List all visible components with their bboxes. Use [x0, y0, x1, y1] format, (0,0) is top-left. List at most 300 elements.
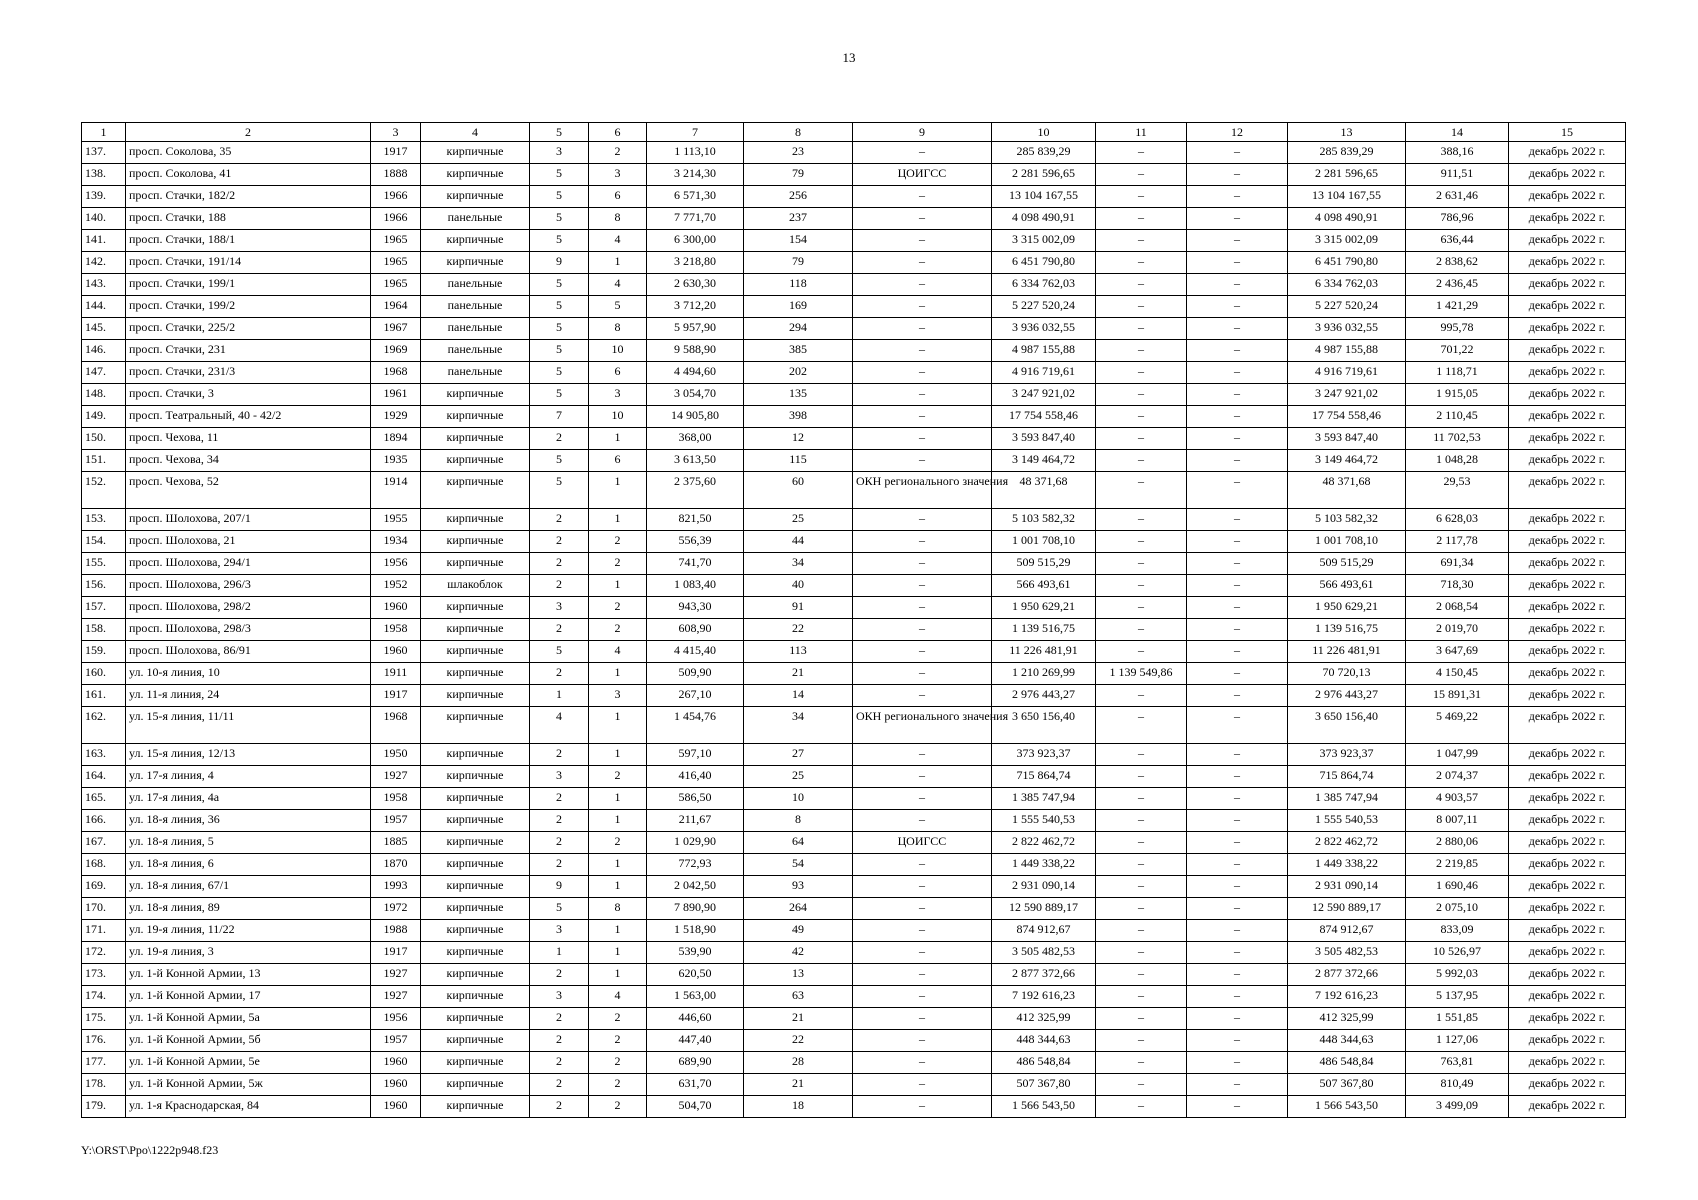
cell-entrances: 2	[589, 832, 647, 854]
cell-heritage-status: ЦОИГСС	[853, 832, 992, 854]
cell-heritage-status: –	[853, 575, 992, 597]
cell-total-cost: 4 098 490,91	[992, 208, 1096, 230]
cell-floors: 1	[530, 685, 589, 707]
cell-cost-col-13: 3 247 921,02	[1288, 384, 1406, 406]
cell-cost-col-12: –	[1187, 641, 1288, 663]
cell-entrances: 3	[589, 164, 647, 186]
cell-row-number: 154.	[82, 531, 126, 553]
cell-wall-material: кирпичные	[421, 230, 530, 252]
cell-heritage-status: –	[853, 663, 992, 685]
cell-cost-per-sqm: 2 074,37	[1406, 766, 1509, 788]
cell-floors: 3	[530, 766, 589, 788]
cell-row-number: 172.	[82, 942, 126, 964]
cell-cost-col-11: –	[1096, 318, 1187, 340]
cell-heritage-status: –	[853, 1074, 992, 1096]
cell-row-number: 177.	[82, 1052, 126, 1074]
cell-cost-col-11: –	[1096, 1030, 1187, 1052]
column-header: 1	[82, 123, 126, 142]
cell-heritage-status: –	[853, 230, 992, 252]
cell-cost-col-11: –	[1096, 685, 1187, 707]
cell-cost-col-11: –	[1096, 406, 1187, 428]
cell-total-cost: 1 385 747,94	[992, 788, 1096, 810]
table-row	[82, 575, 1626, 597]
cell-cost-col-11: –	[1096, 986, 1187, 1008]
cell-address: ул. 17-я линия, 4	[126, 766, 371, 788]
cell-row-number: 145.	[82, 318, 126, 340]
cell-floors: 9	[530, 876, 589, 898]
cell-row-number: 144.	[82, 296, 126, 318]
cell-row-number: 140.	[82, 208, 126, 230]
cell-cost-col-12: –	[1187, 685, 1288, 707]
cell-floors: 5	[530, 362, 589, 384]
cell-heritage-status: –	[853, 1096, 992, 1118]
cell-residents: 64	[744, 832, 853, 854]
cell-entrances: 2	[589, 1052, 647, 1074]
cell-deadline: декабрь 2022 г.	[1509, 575, 1626, 597]
table-row	[82, 186, 1626, 208]
cell-year-built: 1914	[371, 472, 421, 509]
cell-year-built: 1917	[371, 685, 421, 707]
table-row	[82, 597, 1626, 619]
cell-floors: 5	[530, 340, 589, 362]
cell-cost-col-11: –	[1096, 898, 1187, 920]
cell-area: 14 905,80	[647, 406, 744, 428]
cell-total-cost: 1 210 269,99	[992, 663, 1096, 685]
cell-heritage-status: ОКН регионального значения	[853, 707, 992, 744]
cell-floors: 1	[530, 942, 589, 964]
cell-residents: 22	[744, 619, 853, 641]
cell-deadline: декабрь 2022 г.	[1509, 1096, 1626, 1118]
cell-address: ул. 18-я линия, 6	[126, 854, 371, 876]
cell-total-cost: 4 987 155,88	[992, 340, 1096, 362]
cell-cost-col-11: –	[1096, 707, 1187, 744]
cell-entrances: 1	[589, 876, 647, 898]
cell-area: 1 029,90	[647, 832, 744, 854]
cell-year-built: 1885	[371, 832, 421, 854]
cell-address: ул. 1-я Краснодарская, 84	[126, 1096, 371, 1118]
cell-heritage-status: –	[853, 597, 992, 619]
cell-deadline: декабрь 2022 г.	[1509, 920, 1626, 942]
cell-deadline: декабрь 2022 г.	[1509, 898, 1626, 920]
cell-residents: 21	[744, 1008, 853, 1030]
cell-entrances: 1	[589, 428, 647, 450]
cell-entrances: 6	[589, 186, 647, 208]
cell-heritage-status: –	[853, 964, 992, 986]
cell-total-cost: 3 315 002,09	[992, 230, 1096, 252]
cell-residents: 398	[744, 406, 853, 428]
cell-total-cost: 1 001 708,10	[992, 531, 1096, 553]
cell-wall-material: кирпичные	[421, 428, 530, 450]
cell-cost-col-12: –	[1187, 832, 1288, 854]
cell-entrances: 4	[589, 641, 647, 663]
cell-cost-col-12: –	[1187, 575, 1288, 597]
cell-entrances: 1	[589, 663, 647, 685]
cell-cost-col-11: –	[1096, 531, 1187, 553]
cell-cost-per-sqm: 11 702,53	[1406, 428, 1509, 450]
cell-address: просп. Чехова, 11	[126, 428, 371, 450]
cell-cost-col-13: 1 385 747,94	[1288, 788, 1406, 810]
cell-row-number: 161.	[82, 685, 126, 707]
cell-heritage-status: –	[853, 619, 992, 641]
cell-cost-col-12: –	[1187, 663, 1288, 685]
cell-heritage-status: –	[853, 942, 992, 964]
cell-entrances: 2	[589, 1074, 647, 1096]
cell-deadline: декабрь 2022 г.	[1509, 619, 1626, 641]
cell-total-cost: 6 451 790,80	[992, 252, 1096, 274]
cell-year-built: 1968	[371, 707, 421, 744]
cell-floors: 2	[530, 744, 589, 766]
cell-address: просп. Шолохова, 296/3	[126, 575, 371, 597]
cell-wall-material: кирпичные	[421, 663, 530, 685]
cell-heritage-status: –	[853, 340, 992, 362]
cell-residents: 10	[744, 788, 853, 810]
cell-floors: 5	[530, 274, 589, 296]
cell-heritage-status: –	[853, 898, 992, 920]
cell-heritage-status: –	[853, 274, 992, 296]
cell-address: просп. Стачки, 199/1	[126, 274, 371, 296]
cell-cost-col-11: –	[1096, 641, 1187, 663]
column-header: 9	[853, 123, 992, 142]
table-row	[82, 810, 1626, 832]
cell-heritage-status: –	[853, 766, 992, 788]
cell-cost-col-12: –	[1187, 340, 1288, 362]
cell-entrances: 1	[589, 509, 647, 531]
cell-deadline: декабрь 2022 г.	[1509, 531, 1626, 553]
cell-area: 3 054,70	[647, 384, 744, 406]
cell-entrances: 2	[589, 1096, 647, 1118]
table-row	[82, 142, 1626, 164]
cell-year-built: 1917	[371, 942, 421, 964]
table-row	[82, 663, 1626, 685]
cell-heritage-status: ОКН регионального значения	[853, 472, 992, 509]
column-header: 13	[1288, 123, 1406, 142]
cell-cost-col-12: –	[1187, 854, 1288, 876]
cell-address: просп. Театральный, 40 - 42/2	[126, 406, 371, 428]
cell-cost-col-13: 6 334 762,03	[1288, 274, 1406, 296]
cell-total-cost: 2 822 462,72	[992, 832, 1096, 854]
cell-deadline: декабрь 2022 г.	[1509, 1030, 1626, 1052]
cell-area: 539,90	[647, 942, 744, 964]
cell-residents: 8	[744, 810, 853, 832]
cell-row-number: 150.	[82, 428, 126, 450]
cell-floors: 2	[530, 575, 589, 597]
cell-heritage-status: –	[853, 685, 992, 707]
cell-total-cost: 3 650 156,40	[992, 707, 1096, 744]
cell-cost-col-12: –	[1187, 876, 1288, 898]
table-row	[82, 619, 1626, 641]
cell-cost-col-13: 70 720,13	[1288, 663, 1406, 685]
cell-floors: 2	[530, 428, 589, 450]
cell-cost-col-12: –	[1187, 619, 1288, 641]
cell-year-built: 1993	[371, 876, 421, 898]
table-row	[82, 230, 1626, 252]
cell-address: просп. Чехова, 52	[126, 472, 371, 509]
cell-total-cost: 7 192 616,23	[992, 986, 1096, 1008]
cell-cost-col-12: –	[1187, 942, 1288, 964]
cell-address: просп. Стачки, 3	[126, 384, 371, 406]
cell-year-built: 1966	[371, 186, 421, 208]
cell-total-cost: 2 281 596,65	[992, 164, 1096, 186]
table-row	[82, 208, 1626, 230]
cell-residents: 63	[744, 986, 853, 1008]
cell-cost-col-11: –	[1096, 296, 1187, 318]
cell-row-number: 170.	[82, 898, 126, 920]
cell-row-number: 174.	[82, 986, 126, 1008]
cell-cost-per-sqm: 2 631,46	[1406, 186, 1509, 208]
cell-year-built: 1972	[371, 898, 421, 920]
cell-heritage-status: –	[853, 1008, 992, 1030]
cell-row-number: 139.	[82, 186, 126, 208]
cell-cost-col-11: –	[1096, 274, 1187, 296]
cell-cost-col-11: –	[1096, 252, 1187, 274]
cell-residents: 12	[744, 428, 853, 450]
cell-cost-col-12: –	[1187, 274, 1288, 296]
cell-row-number: 163.	[82, 744, 126, 766]
cell-cost-col-13: 3 315 002,09	[1288, 230, 1406, 252]
cell-cost-col-13: 3 149 464,72	[1288, 450, 1406, 472]
cell-deadline: декабрь 2022 г.	[1509, 597, 1626, 619]
cell-area: 689,90	[647, 1052, 744, 1074]
cell-cost-col-13: 4 098 490,91	[1288, 208, 1406, 230]
cell-cost-col-13: 11 226 481,91	[1288, 641, 1406, 663]
cell-floors: 5	[530, 898, 589, 920]
cell-entrances: 1	[589, 707, 647, 744]
cell-address: ул. 18-я линия, 67/1	[126, 876, 371, 898]
cell-residents: 54	[744, 854, 853, 876]
cell-area: 368,00	[647, 428, 744, 450]
cell-row-number: 157.	[82, 597, 126, 619]
cell-cost-col-11: –	[1096, 553, 1187, 575]
cell-cost-per-sqm: 5 469,22	[1406, 707, 1509, 744]
cell-address: просп. Соколова, 35	[126, 142, 371, 164]
cell-entrances: 4	[589, 230, 647, 252]
cell-cost-per-sqm: 2 117,78	[1406, 531, 1509, 553]
cell-residents: 256	[744, 186, 853, 208]
cell-deadline: декабрь 2022 г.	[1509, 252, 1626, 274]
table-row	[82, 472, 1626, 509]
cell-total-cost: 11 226 481,91	[992, 641, 1096, 663]
table-row	[82, 920, 1626, 942]
cell-year-built: 1952	[371, 575, 421, 597]
cell-cost-per-sqm: 4 903,57	[1406, 788, 1509, 810]
cell-cost-col-12: –	[1187, 964, 1288, 986]
cell-residents: 93	[744, 876, 853, 898]
cell-address: просп. Шолохова, 298/3	[126, 619, 371, 641]
cell-entrances: 1	[589, 575, 647, 597]
cell-heritage-status: –	[853, 186, 992, 208]
cell-cost-col-13: 4 987 155,88	[1288, 340, 1406, 362]
cell-wall-material: кирпичные	[421, 685, 530, 707]
cell-area: 267,10	[647, 685, 744, 707]
cell-row-number: 151.	[82, 450, 126, 472]
cell-heritage-status: –	[853, 428, 992, 450]
cell-entrances: 8	[589, 208, 647, 230]
cell-area: 631,70	[647, 1074, 744, 1096]
cell-floors: 5	[530, 230, 589, 252]
cell-floors: 9	[530, 252, 589, 274]
cell-cost-col-11: –	[1096, 575, 1187, 597]
table-row	[82, 252, 1626, 274]
cell-row-number: 167.	[82, 832, 126, 854]
cell-cost-per-sqm: 691,34	[1406, 553, 1509, 575]
cell-cost-col-11: –	[1096, 788, 1187, 810]
cell-wall-material: кирпичные	[421, 707, 530, 744]
cell-entrances: 2	[589, 1030, 647, 1052]
cell-cost-col-13: 1 139 516,75	[1288, 619, 1406, 641]
cell-row-number: 175.	[82, 1008, 126, 1030]
cell-area: 416,40	[647, 766, 744, 788]
cell-area: 4 494,60	[647, 362, 744, 384]
cell-row-number: 178.	[82, 1074, 126, 1096]
cell-cost-col-12: –	[1187, 230, 1288, 252]
cell-wall-material: кирпичные	[421, 142, 530, 164]
cell-address: ул. 18-я линия, 89	[126, 898, 371, 920]
cell-total-cost: 1 566 543,50	[992, 1096, 1096, 1118]
cell-wall-material: панельные	[421, 296, 530, 318]
cell-area: 7 890,90	[647, 898, 744, 920]
cell-heritage-status: –	[853, 986, 992, 1008]
cell-year-built: 1911	[371, 663, 421, 685]
cell-floors: 2	[530, 1074, 589, 1096]
cell-total-cost: 2 976 443,27	[992, 685, 1096, 707]
cell-deadline: декабрь 2022 г.	[1509, 296, 1626, 318]
cell-year-built: 1927	[371, 766, 421, 788]
cell-row-number: 148.	[82, 384, 126, 406]
cell-address: ул. 15-я линия, 11/11	[126, 707, 371, 744]
file-path-footer: Y:\ORST\Ppo\1222p948.f23	[81, 1143, 219, 1157]
cell-cost-col-13: 3 505 482,53	[1288, 942, 1406, 964]
cell-cost-col-13: 3 650 156,40	[1288, 707, 1406, 744]
cell-cost-per-sqm: 8 007,11	[1406, 810, 1509, 832]
cell-cost-per-sqm: 786,96	[1406, 208, 1509, 230]
table-row	[82, 766, 1626, 788]
cell-cost-per-sqm: 29,53	[1406, 472, 1509, 509]
cell-cost-col-11: –	[1096, 472, 1187, 509]
cell-deadline: декабрь 2022 г.	[1509, 1052, 1626, 1074]
cell-row-number: 176.	[82, 1030, 126, 1052]
cell-total-cost: 874 912,67	[992, 920, 1096, 942]
cell-year-built: 1968	[371, 362, 421, 384]
cell-row-number: 156.	[82, 575, 126, 597]
cell-floors: 3	[530, 597, 589, 619]
cell-cost-per-sqm: 15 891,31	[1406, 685, 1509, 707]
cell-wall-material: кирпичные	[421, 553, 530, 575]
header-row	[82, 123, 1626, 142]
cell-area: 821,50	[647, 509, 744, 531]
cell-deadline: декабрь 2022 г.	[1509, 854, 1626, 876]
cell-residents: 154	[744, 230, 853, 252]
table-row	[82, 986, 1626, 1008]
cell-floors: 2	[530, 531, 589, 553]
table-row	[82, 832, 1626, 854]
cell-area: 943,30	[647, 597, 744, 619]
cell-total-cost: 486 548,84	[992, 1052, 1096, 1074]
cell-total-cost: 5 103 582,32	[992, 509, 1096, 531]
cell-total-cost: 412 325,99	[992, 1008, 1096, 1030]
cell-heritage-status: –	[853, 384, 992, 406]
cell-cost-col-13: 874 912,67	[1288, 920, 1406, 942]
cell-row-number: 147.	[82, 362, 126, 384]
cell-address: ул. 1-й Конной Армии, 5ж	[126, 1074, 371, 1096]
cell-cost-col-12: –	[1187, 406, 1288, 428]
cell-residents: 34	[744, 553, 853, 575]
cell-cost-per-sqm: 388,16	[1406, 142, 1509, 164]
cell-cost-col-12: –	[1187, 531, 1288, 553]
table-row	[82, 876, 1626, 898]
cell-row-number: 141.	[82, 230, 126, 252]
table-row	[82, 854, 1626, 876]
cell-area: 3 218,80	[647, 252, 744, 274]
cell-cost-col-12: –	[1187, 597, 1288, 619]
cell-year-built: 1965	[371, 252, 421, 274]
cell-area: 741,70	[647, 553, 744, 575]
cell-residents: 115	[744, 450, 853, 472]
cell-address: просп. Шолохова, 298/2	[126, 597, 371, 619]
cell-cost-col-11: –	[1096, 766, 1187, 788]
cell-entrances: 10	[589, 406, 647, 428]
table-row	[82, 450, 1626, 472]
cell-wall-material: кирпичные	[421, 641, 530, 663]
column-header: 7	[647, 123, 744, 142]
cell-cost-col-11: –	[1096, 509, 1187, 531]
cell-deadline: декабрь 2022 г.	[1509, 788, 1626, 810]
cell-address: просп. Шолохова, 207/1	[126, 509, 371, 531]
cell-heritage-status: –	[853, 208, 992, 230]
cell-cost-per-sqm: 2 110,45	[1406, 406, 1509, 428]
table-row	[82, 898, 1626, 920]
cell-cost-col-12: –	[1187, 898, 1288, 920]
cell-total-cost: 509 515,29	[992, 553, 1096, 575]
cell-year-built: 1967	[371, 318, 421, 340]
cell-cost-col-12: –	[1187, 1096, 1288, 1118]
cell-area: 1 563,00	[647, 986, 744, 1008]
cell-heritage-status: –	[853, 296, 992, 318]
cell-floors: 3	[530, 920, 589, 942]
cell-cost-per-sqm: 2 075,10	[1406, 898, 1509, 920]
cell-area: 556,39	[647, 531, 744, 553]
cell-floors: 2	[530, 1030, 589, 1052]
cell-total-cost: 3 593 847,40	[992, 428, 1096, 450]
cell-address: просп. Стачки, 199/2	[126, 296, 371, 318]
cell-row-number: 160.	[82, 663, 126, 685]
cell-area: 1 083,40	[647, 575, 744, 597]
cell-heritage-status: –	[853, 641, 992, 663]
cell-cost-col-13: 6 451 790,80	[1288, 252, 1406, 274]
cell-year-built: 1917	[371, 142, 421, 164]
cell-deadline: декабрь 2022 г.	[1509, 274, 1626, 296]
cell-residents: 60	[744, 472, 853, 509]
cell-year-built: 1960	[371, 1052, 421, 1074]
cell-cost-col-13: 2 976 443,27	[1288, 685, 1406, 707]
cell-area: 620,50	[647, 964, 744, 986]
cell-wall-material: панельные	[421, 274, 530, 296]
cell-cost-col-13: 7 192 616,23	[1288, 986, 1406, 1008]
cell-floors: 2	[530, 619, 589, 641]
cell-area: 586,50	[647, 788, 744, 810]
cell-area: 509,90	[647, 663, 744, 685]
cell-deadline: декабрь 2022 г.	[1509, 942, 1626, 964]
cell-cost-per-sqm: 1 421,29	[1406, 296, 1509, 318]
cell-row-number: 142.	[82, 252, 126, 274]
cell-cost-per-sqm: 5 137,95	[1406, 986, 1509, 1008]
cell-floors: 2	[530, 509, 589, 531]
cell-deadline: декабрь 2022 г.	[1509, 230, 1626, 252]
cell-row-number: 159.	[82, 641, 126, 663]
cell-address: ул. 11-я линия, 24	[126, 685, 371, 707]
cell-total-cost: 48 371,68	[992, 472, 1096, 509]
cell-cost-col-11: –	[1096, 164, 1187, 186]
cell-address: ул. 18-я линия, 5	[126, 832, 371, 854]
